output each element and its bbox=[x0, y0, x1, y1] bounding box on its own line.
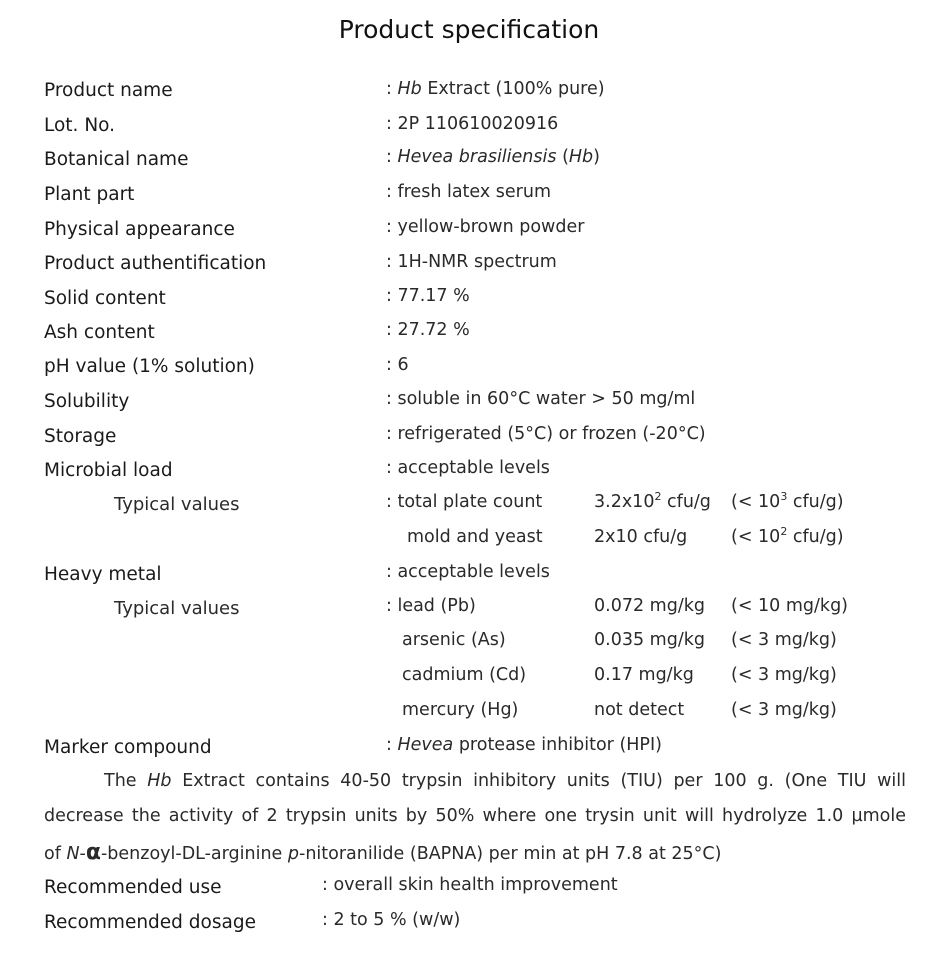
microbial-item-value: $3.2x10^2$ cfu/g bbox=[594, 490, 711, 512]
paragraph-line-3: of N-α-benzoyl-DL-arginine p-nitoranilide (BAPNA) per min at pH 7.8 at 25°C) bbox=[44, 840, 722, 865]
label-recommended-dosage: Recommended dosage bbox=[44, 912, 256, 933]
label-product-name: Product name bbox=[44, 80, 173, 101]
label-marker-compound: Marker compound bbox=[44, 737, 212, 758]
page-title: Product specification bbox=[338, 15, 600, 44]
label-plant-part: Plant part bbox=[44, 184, 135, 205]
value-ph-value: : 6 bbox=[386, 355, 409, 375]
heavy-item-name: arsenic (As) bbox=[402, 630, 506, 650]
value-plant-part: : fresh latex serum bbox=[386, 182, 552, 202]
label-microbial-load: Microbial load bbox=[44, 460, 173, 481]
microbial-item-name: mold and yeast bbox=[407, 527, 543, 547]
heavy-item-limit: (< 3 mg/kg) bbox=[731, 630, 837, 650]
heavy-item-name: : lead (Pb) bbox=[386, 596, 476, 616]
paragraph-line-2: decrease the activity of 2 trypsin units by 50% where one trysin unit will hydrolyze 1.0 µmole bbox=[44, 806, 906, 826]
paragraph-line-1: The Hb Extract contains 40-50 trypsin inhibitory units (TIU) per 100 g. (One TIU will bbox=[104, 771, 906, 791]
label-recommended-use: Recommended use bbox=[44, 877, 222, 898]
value-botanical-name: : Hevea brasiliensis (Hb) bbox=[386, 147, 600, 167]
heavy-item-value: 0.035 mg/kg bbox=[594, 630, 705, 650]
value-solubility: : soluble in 60°C water > 50 mg/ml bbox=[386, 389, 696, 409]
value-recommended-dosage: : 2 to 5 % (w/w) bbox=[322, 910, 461, 930]
heavy-item-limit: (< 3 mg/kg) bbox=[731, 665, 837, 685]
value-product-authentification: : 1H-NMR spectrum bbox=[386, 252, 557, 272]
heavy-item-limit: (< 10 mg/kg) bbox=[731, 596, 849, 616]
value-marker-compound: : Hevea protease inhibitor (HPI) bbox=[386, 735, 662, 755]
value-microbial-load: : acceptable levels bbox=[386, 458, 550, 478]
label-solubility: Solubility bbox=[44, 391, 130, 412]
microbial-item-limit: (< $10^3$ cfu/g) bbox=[731, 490, 844, 512]
heavy-item-name: cadmium (Cd) bbox=[402, 665, 527, 685]
value-lot-no: : 2P 110610020916 bbox=[386, 114, 559, 134]
heavy-item-value: not detect bbox=[594, 700, 685, 720]
value-heavy-metal: : acceptable levels bbox=[386, 562, 550, 582]
microbial-item-limit: (< $10^2$ cfu/g) bbox=[731, 525, 844, 547]
heavy-item-name: mercury (Hg) bbox=[402, 700, 519, 720]
microbial-item-name: : total plate count bbox=[386, 492, 543, 512]
value-ash-content: : 27.72 % bbox=[386, 320, 470, 340]
label-solid-content: Solid content bbox=[44, 288, 166, 309]
heavy-item-limit: (< 3 mg/kg) bbox=[731, 700, 837, 720]
label-botanical-name: Botanical name bbox=[44, 149, 189, 170]
microbial-item-value: 2x10 cfu/g bbox=[594, 527, 688, 547]
label-ph-value: pH value (1% solution) bbox=[44, 356, 255, 377]
value-physical-appearance: : yellow-brown powder bbox=[386, 217, 585, 237]
heavy-item-value: 0.072 mg/kg bbox=[594, 596, 705, 616]
microbial-typical-label: Typical values bbox=[114, 494, 240, 515]
label-lot-no: Lot. No. bbox=[44, 115, 116, 136]
label-storage: Storage bbox=[44, 426, 117, 447]
value-solid-content: : 77.17 % bbox=[386, 286, 470, 306]
label-heavy-metal: Heavy metal bbox=[44, 564, 162, 585]
value-product-name: : Hb Extract (100% pure) bbox=[386, 79, 605, 99]
label-product-authentification: Product authentification bbox=[44, 253, 267, 274]
heavy-item-value: 0.17 mg/kg bbox=[594, 665, 694, 685]
value-recommended-use: : overall skin health improvement bbox=[322, 875, 618, 895]
label-physical-appearance: Physical appearance bbox=[44, 219, 235, 240]
label-ash-content: Ash content bbox=[44, 322, 155, 343]
value-storage: : refrigerated (5°C) or frozen (-20°C) bbox=[386, 424, 706, 444]
heavy-typical-label: Typical values bbox=[114, 598, 240, 619]
